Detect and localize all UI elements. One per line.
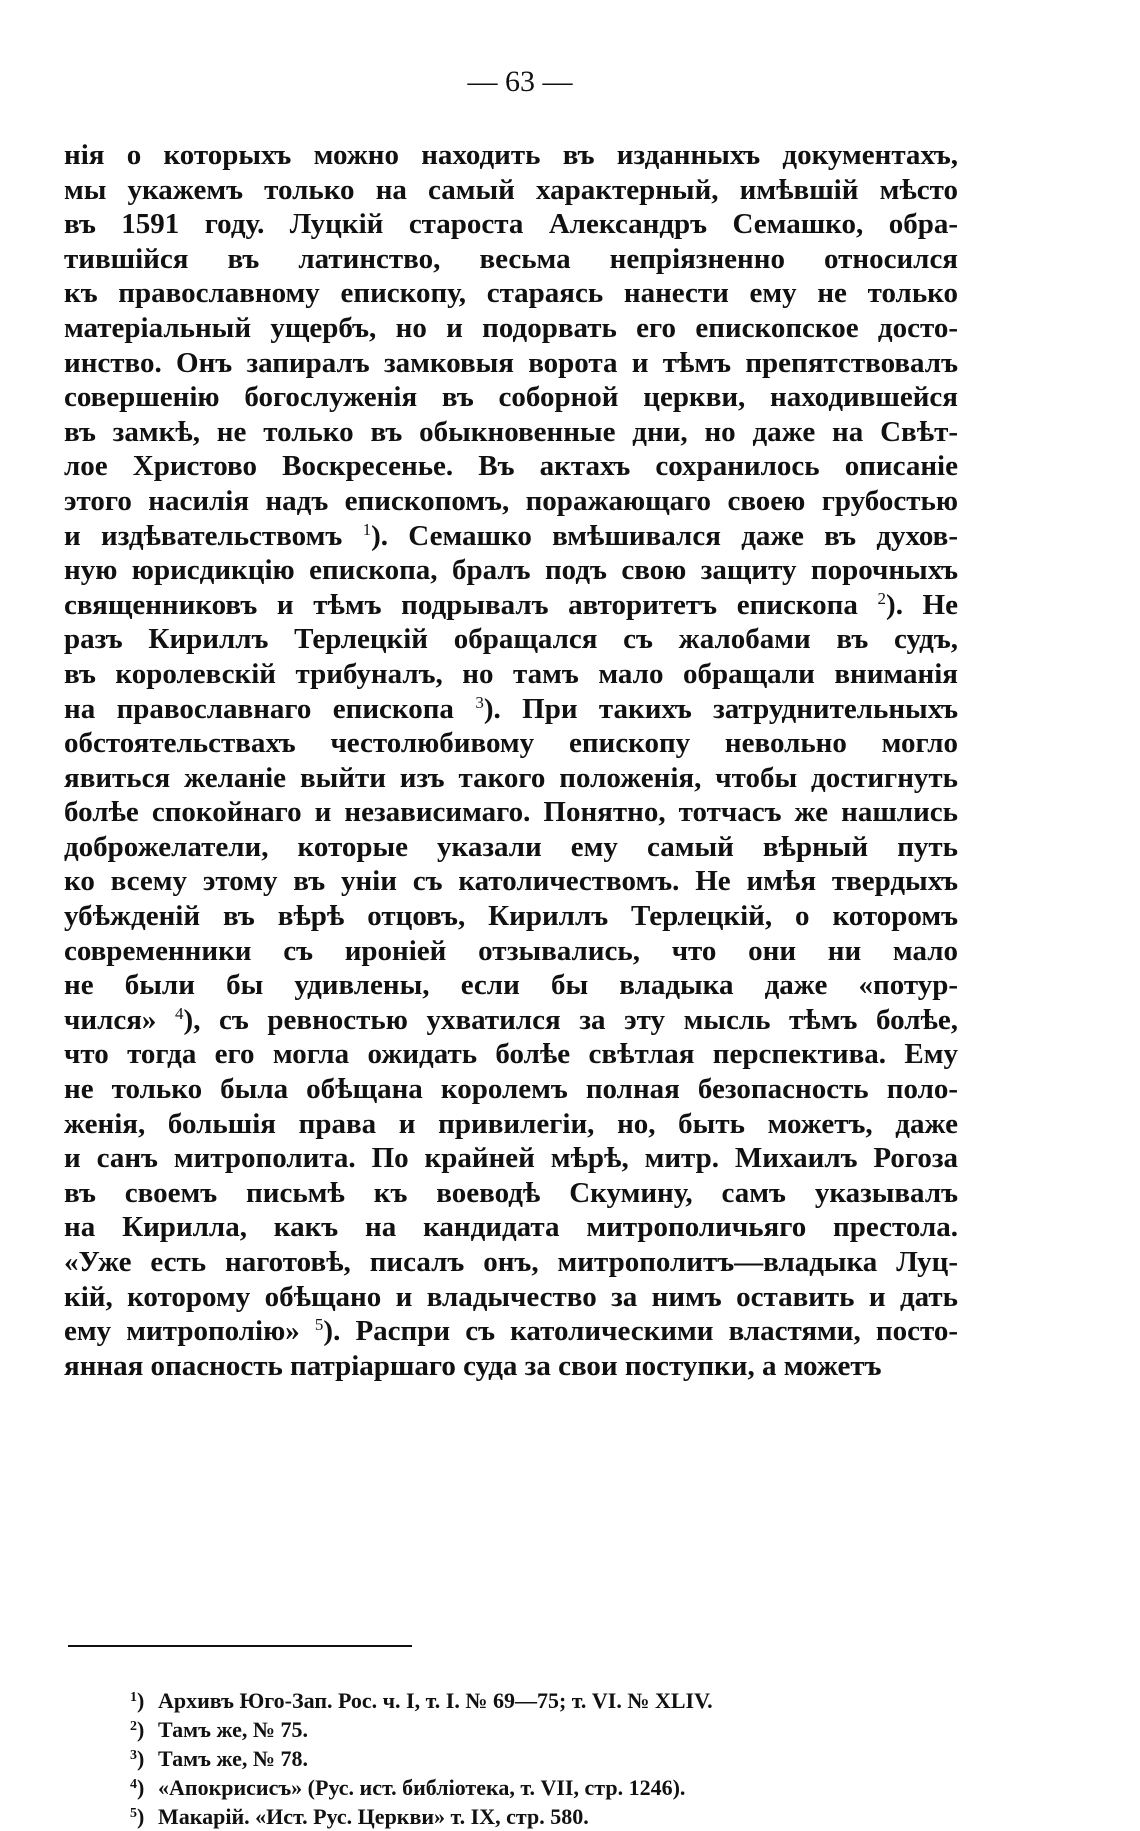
main-text <box>64 138 958 1383</box>
footnote-number: 2 <box>130 1719 137 1734</box>
footnote-text: Тамъ же, № 78. <box>158 1746 308 1771</box>
text-line: болѣе спокойнаго и независимаго. Понятно, тотчасъ же нашлись <box>64 796 958 829</box>
footnote-ref: 5 <box>314 1315 324 1335</box>
footnote-number: 3 <box>130 1748 137 1763</box>
footnote: $^1$) Архивъ Юго-Зап. Рос. ч. I, т. I. № 69—75; т. VI. № XLIV. <box>130 1688 713 1713</box>
page-number: — 63 — <box>467 65 573 98</box>
footnote-number: 4 <box>130 1777 137 1792</box>
text-line: не только была обѣщана королемъ полная безопасность поло- <box>64 1073 958 1106</box>
text-line: въ 1591 году. Луцкій староста Александръ Семашко, обра- <box>64 208 958 241</box>
text-line: женія, большія права и привилегіи, но, быть можетъ, даже <box>64 1107 958 1140</box>
text-line: нія о которыхъ можно находить въ изданныхъ документахъ, <box>64 139 958 171</box>
footnote: $^2$) Тамъ же, № 75. <box>130 1717 308 1742</box>
text-line: доброжелатели, которые указали ему самый вѣрный путь <box>64 830 958 863</box>
text-line: обстоятельствахъ честолюбивому епископу невольно могло <box>64 727 958 760</box>
text-line: на Кирилла, какъ на кандидата митрополичьяго престола. <box>64 1211 958 1244</box>
text-line: ему митрополію» $^5$). Распри съ католическими властями, посто- <box>64 1315 958 1348</box>
text-line: явиться желаніе выйти изъ такого положенія, чтобы достигнуть <box>64 761 958 794</box>
text-line: тившійся въ латинство, весьма непріязненно относился <box>64 242 958 275</box>
footnote-number: 1 <box>130 1690 137 1705</box>
footnote-separator <box>68 1645 412 1647</box>
text-line: этого насилія надъ епископомъ, поражающаго своею грубостью <box>64 484 958 517</box>
text-line: къ православному епископу, стараясь нанести ему не только <box>64 277 958 310</box>
text-line: что тогда его могла ожидать болѣе свѣтлая перспектива. Ему <box>64 1038 958 1071</box>
text-line: убѣжденій въ вѣрѣ отцовъ, Кириллъ Терлецкій, о которомъ <box>64 900 958 933</box>
footnote: $^4$) «Апокрисисъ» (Рус. ист. библіотека, т. VII, стр. 1246). <box>130 1775 686 1800</box>
text-line: инство. Онъ запиралъ замковыя ворота и тѣмъ препятствовалъ <box>64 346 958 379</box>
text-line: матеріальный ущербъ, но и подорвать его епископское досто- <box>64 311 958 344</box>
footnotes <box>130 1683 970 1828</box>
footnote: $^5$) Макарій. «Ист. Рус. Церкви» т. IX, стр. 580. <box>130 1804 589 1829</box>
text-line: современники съ ироніей отзывались, что они ни мало <box>64 934 958 967</box>
footnote-number: 5 <box>130 1806 137 1821</box>
text-line: совершенію богослуженія въ соборной церкви, находившейся <box>64 381 958 414</box>
footnote-text: Тамъ же, № 75. <box>158 1717 308 1742</box>
footnote-ref: 1 <box>362 519 372 539</box>
text-line: мы укажемъ только на самый характерный, имѣвшій мѣсто <box>64 173 958 206</box>
text-line: кій, которому обѣщано и владычество за нимъ оставить и дать <box>64 1280 958 1313</box>
text-line: въ своемъ письмѣ къ воеводѣ Скумину, самъ указывалъ <box>64 1176 958 1209</box>
footnote-text: «Апокрисисъ» (Рус. ист. библіотека, т. VII, стр. 1246). <box>158 1775 686 1800</box>
text-line: на православнаго епископа $^3$). При такихъ затруднительныхъ <box>64 692 958 725</box>
footnote-ref: 4 <box>175 1003 184 1023</box>
text-line: не были бы удивлены, если бы владыка даже «потур- <box>64 969 958 1002</box>
text-line: священниковъ и тѣмъ подрывалъ авторитетъ епископа $^2$). Не <box>64 588 958 621</box>
footnote-text: Макарій. «Ист. Рус. Церкви» т. IX, стр. 580. <box>158 1804 589 1829</box>
text-line: въ замкѣ, не только въ обыкновенные дни, но даже на Свѣт- <box>64 415 958 448</box>
text-line: въ королевскій трибуналъ, но тамъ мало обращали вниманія <box>64 657 958 690</box>
footnote-ref: 3 <box>475 692 484 712</box>
text-line: янная опасность патріаршаго суда за свои поступки, а можетъ <box>64 1349 882 1382</box>
text-line: ную юрисдикцію епископа, бралъ подъ свою защиту порочныхъ <box>64 554 958 587</box>
text-line: «Уже есть наготовѣ, писалъ онъ, митрополитъ—владыка Луц- <box>64 1246 958 1278</box>
footnote-ref: 2 <box>877 588 887 608</box>
footnote-text: Архивъ Юго-Зап. Рос. ч. I, т. I. № 69—75; т. VI. № XLIV. <box>158 1688 713 1713</box>
text-line: чился» $^4$), съ ревностью ухватился за эту мысль тѣмъ болѣе, <box>64 1003 958 1036</box>
text-line: и издѣвательствомъ $^1$). Семашко вмѣшивался даже въ духов- <box>64 519 958 552</box>
text-line: ко всему этому въ уніи съ католичествомъ. Не имѣя твердыхъ <box>64 865 958 898</box>
text-line: лое Христово Воскресенье. Въ актахъ сохранилось описаніе <box>64 450 958 483</box>
footnote: $^3$) Тамъ же, № 78. <box>130 1746 308 1771</box>
text-line: разъ Кириллъ Терлецкій обращался съ жалобами въ судъ, <box>64 623 958 656</box>
text-line: и санъ митрополита. По крайней мѣрѣ, митр. Михаилъ Рогоза <box>64 1142 958 1175</box>
